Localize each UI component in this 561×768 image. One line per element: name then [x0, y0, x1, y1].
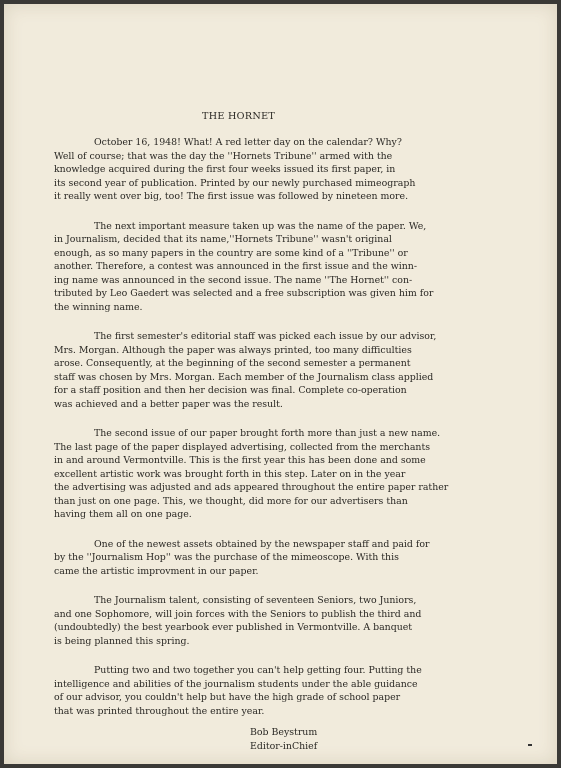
text-line: of our advisor, you couldn't help but have the high grade of school paper — [54, 692, 401, 703]
page-mark — [528, 744, 532, 746]
text-line: knowledge acquired during the first four weeks issued its first paper, in — [54, 164, 396, 175]
paragraph-6 — [54, 594, 524, 648]
text-line: The first semester's editorial staff was picked each issue by our advisor, — [94, 331, 437, 342]
text-line: Mrs. Morgan. Although the paper was always printed, too many difficulties — [54, 344, 412, 356]
text-line: the advertising was adjusted and ads appeared throughout the entire paper rather — [54, 482, 449, 493]
text-line: ing name was announced in the second issue. The name ''The Hornet'' con- — [54, 274, 413, 286]
text-line: in and around Vermontville. This is the first year this has been done and some — [54, 455, 426, 466]
paragraph-1 — [54, 136, 524, 204]
signature-block — [250, 726, 524, 753]
text-line: by the ''Journalism Hop'' was the purchase of the mimeoscope. With this — [54, 552, 399, 563]
text-line: The Journalism talent, consisting of seventeen Seniors, two Juniors, — [94, 595, 417, 606]
text-line: staff was chosen by Mrs. Morgan. Each member of the Journalism class applied — [54, 371, 434, 383]
document-page — [4, 4, 557, 764]
signature-name: Bob Beystrum — [250, 727, 318, 738]
text-line: that was printed throughout the entire year. — [54, 705, 265, 717]
text-line: having them all on one page. — [54, 509, 192, 520]
paragraph-7 — [54, 664, 524, 718]
text-line: arose. Consequently, at the beginning of the second semester a permanent — [54, 358, 411, 369]
text-line: One of the newest assets obtained by the newspaper staff and paid for — [94, 538, 430, 550]
paragraph-5 — [54, 538, 524, 579]
text-line: Well of course; that was the day the ''Hornets Tribune'' armed with the — [54, 150, 393, 162]
text-line: in Journalism, decided that its name,''Hornets Tribune'' wasn't original — [54, 234, 392, 245]
text-line: The last page of the paper displayed advertising, collected from the merchants — [54, 441, 431, 453]
text-line: excellent artistic work was brought forth in this step. Later on in the year — [54, 468, 406, 480]
text-line: tributed by Leo Gaedert was selected and a free subscription was given him for — [54, 288, 434, 299]
paragraph-4 — [54, 427, 524, 522]
text-line: (undoubtedly) the best yearbook ever published in Vermontville. A banquet — [54, 622, 413, 633]
paragraph-2 — [54, 220, 524, 315]
text-line: it really went over big, too! The first issue was followed by nineteen more. — [54, 191, 409, 202]
text-line: intelligence and abilities of the journalism students under the able guidance — [54, 678, 418, 690]
text-line: came the artistic improvment in our paper. — [54, 565, 259, 577]
text-line: the winning name. — [54, 301, 143, 313]
text-line: was achieved and a better paper was the result. — [54, 398, 283, 410]
text-line: The second issue of our paper brought forth more than just a new name. — [94, 428, 441, 439]
text-line: another. Therefore, a contest was announced in the first issue and the winn- — [54, 261, 417, 272]
text-line: The next important measure taken up was the name of the paper. We, — [94, 220, 427, 232]
document-body — [54, 136, 524, 753]
text-line: than just on one page. This, we thought, did more for our advertisers than — [54, 495, 408, 507]
signature-role: Editor-inChief — [250, 740, 318, 752]
text-line: its second year of publication. Printed by our newly purchased mimeograph — [54, 177, 416, 189]
document-title: THE HORNET — [202, 111, 276, 122]
text-line: Putting two and two together you can't help getting four. Putting the — [94, 665, 422, 676]
text-line: and one Sophomore, will join forces with the Seniors to publish the third and — [54, 608, 422, 620]
text-line: enough, as so many papers in the country are some kind of a ''Tribune'' or — [54, 247, 408, 259]
text-line: is being planned this spring. — [54, 635, 190, 647]
text-line: October 16, 1948! What! A red letter day on the calendar? Why? — [94, 137, 402, 148]
paragraph-3 — [54, 330, 524, 411]
text-line: for a staff position and then her decision was final. Complete co-operation — [54, 385, 407, 396]
